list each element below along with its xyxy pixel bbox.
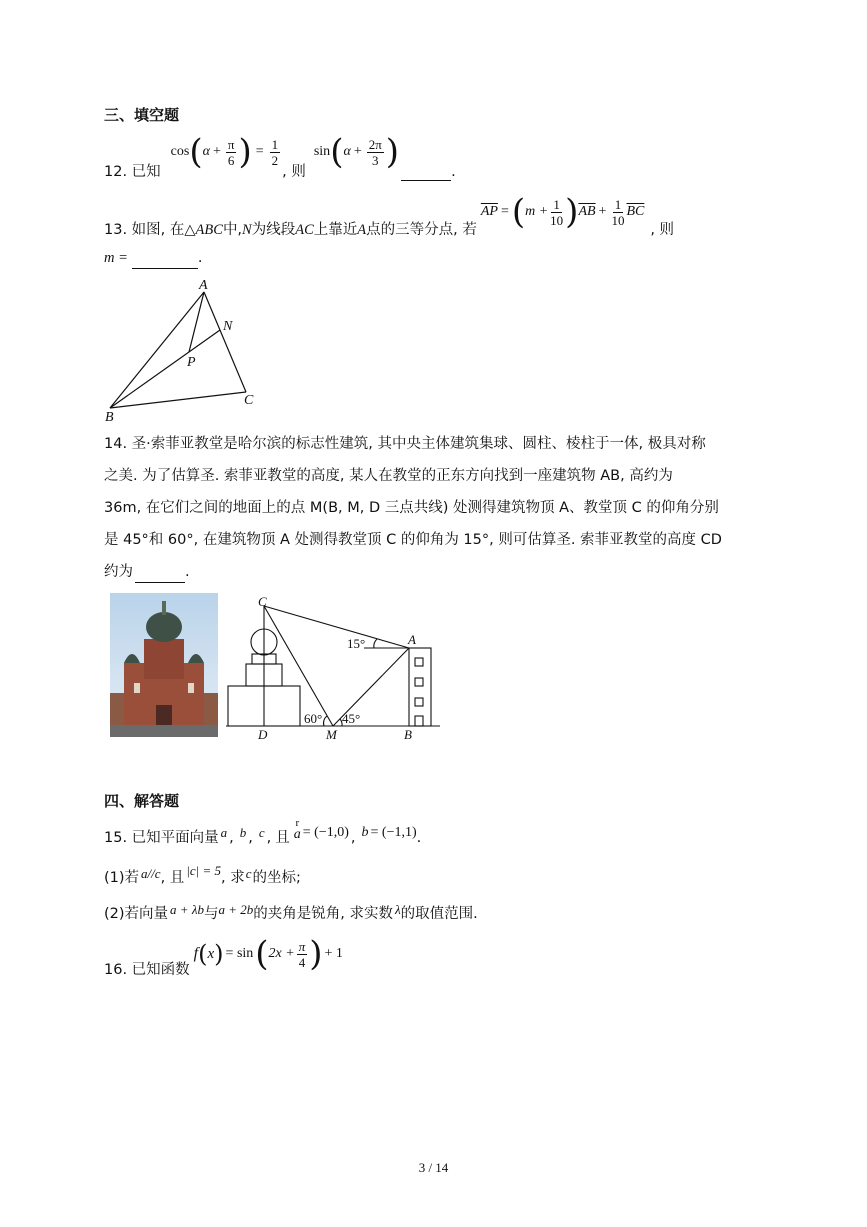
label-a: A — [199, 278, 208, 293]
q13-m-eq: m = — [104, 250, 128, 266]
q15-vec-c: c — [258, 825, 265, 840]
q13-abc: ABC — [195, 222, 223, 238]
q14-line-3: 36m, 在它们之间的地面上的点 M(B, M, D 三点共线) 处测得建筑物顶 A、教堂顶 C 的仰角分别 — [104, 500, 719, 516]
q15-p2-text-a: (2)若向量 — [104, 906, 169, 922]
q13-equals: = — [500, 204, 509, 219]
q15-p1-text-b: , 且 — [160, 870, 185, 886]
window-3 — [415, 698, 423, 706]
label-a: A — [408, 632, 416, 647]
q16-x: x — [207, 945, 215, 962]
label-c: C — [244, 393, 254, 408]
angle-60: 60° — [304, 711, 323, 726]
q16-rparen-x: ) — [214, 940, 224, 968]
q13-ac: AC — [295, 222, 314, 238]
q12-plus: + — [212, 144, 221, 159]
q13-plus: + — [598, 204, 607, 219]
page-number: 3 / 14 — [418, 1160, 449, 1175]
q13-text-5: 点的三等分点, 若 — [366, 222, 477, 238]
q13-text-2: 中, — [222, 222, 243, 238]
q15-p1-parallel: // — [147, 866, 155, 881]
q15-a-with-r — [294, 818, 301, 842]
q15-p2-lambda: λ — [394, 902, 401, 917]
window-4 — [415, 716, 423, 726]
q13-frac-2 — [611, 197, 624, 228]
label-m: M — [326, 727, 337, 742]
window-2 — [415, 678, 423, 686]
q16-plus-one: + 1 — [324, 946, 343, 961]
q13-text-3: 为线段 — [251, 222, 296, 238]
line-cm — [264, 606, 333, 726]
q13-answer-blank[interactable] — [132, 252, 198, 269]
q13-ten: 10 — [550, 212, 564, 228]
window-1 — [415, 658, 423, 666]
q15-vec-b: b — [239, 825, 247, 840]
q15-comma-3: , — [266, 830, 272, 846]
q15-vec-a: a — [220, 825, 228, 840]
q15-p2-expr-1: a + λb — [170, 902, 204, 917]
cathedral-photo — [110, 593, 218, 737]
q15-p1-text-a: (1)若 — [104, 870, 140, 886]
q16-text: 16. 已知函数 — [104, 962, 190, 978]
q15-qie: 且 — [275, 830, 290, 846]
question-13 — [104, 192, 675, 246]
q12-frac-2pi-3 — [367, 137, 384, 168]
q12-two: 2 — [271, 152, 279, 168]
q12-three: 3 — [372, 152, 379, 168]
q15-comma-1: , — [229, 830, 234, 846]
q12-equals: = — [255, 144, 264, 159]
q12-pi: π — [227, 136, 235, 152]
q12-six: 6 — [227, 152, 235, 168]
q14-line-1: 14. 圣·索菲亚教堂是哈尔滨的标志性建筑, 其中央主体建筑集球、圆柱、棱柱于一体, 极具对称 — [104, 436, 706, 452]
q15-b: b — [361, 825, 369, 840]
q13-n: N — [242, 222, 252, 238]
q12-rparen2: ) — [385, 132, 400, 172]
label-p: P — [187, 355, 196, 370]
q15-r: r — [295, 817, 300, 829]
q16-four: 4 — [298, 954, 306, 970]
q15-part-2 — [104, 898, 478, 930]
q15-p2-text-b: 与 — [203, 906, 219, 922]
q15-a-value: = (−1,0) — [302, 825, 349, 840]
line-bc — [110, 392, 246, 408]
q15-b-value: = (−1,1) — [370, 825, 417, 840]
question-14 — [104, 428, 764, 588]
q13-triangle-figure — [100, 276, 270, 424]
q16-rparen: ) — [309, 934, 323, 974]
q15-p2-expr-2: a + 2b — [218, 902, 254, 917]
q12-then: , 则 — [282, 164, 306, 180]
line-bn — [110, 330, 220, 408]
q15-comma-4: , — [350, 830, 356, 846]
label-d: D — [258, 727, 268, 742]
q14-period: . — [185, 564, 190, 580]
q15-p1-c2: c — [245, 866, 252, 881]
building-ab — [409, 648, 431, 726]
q12-period: . — [451, 164, 456, 180]
q13-frac-1 — [550, 197, 563, 228]
label-n: N — [223, 319, 233, 334]
q15-p1-abs-c: |c| = 5 — [186, 863, 221, 878]
label-b: B — [404, 727, 412, 742]
q13-text-4: 上靠近 — [313, 222, 358, 238]
q16-pi: π — [298, 938, 306, 954]
q16-eq-sin: = sin — [225, 946, 254, 961]
arc-60 — [324, 716, 327, 726]
q15-comma-2: , — [248, 830, 253, 846]
q12-sin: sin — [313, 144, 331, 159]
q16-frac-pi-4 — [297, 939, 308, 970]
q15-a: a — [293, 827, 301, 842]
q13-ten-2: 10 — [611, 212, 625, 228]
q13-one: 1 — [553, 196, 560, 212]
q12-alpha: α — [202, 144, 210, 159]
q13-vec-bc: $\overline{BC}$ — [626, 204, 645, 219]
arc-15 — [374, 639, 377, 648]
q14-line-5: 约为 — [104, 564, 133, 580]
q15-p2-text-d: 的取值范围. — [400, 906, 478, 922]
q12-two-pi: 2π — [368, 136, 382, 152]
q12-label: 12. 已知 — [104, 164, 161, 180]
q13-vec-ab: $\overline{AB}$ — [578, 204, 596, 219]
q12-lparen2: ( — [330, 132, 344, 172]
angle-15: 15° — [347, 636, 366, 651]
q13-answer-line — [104, 242, 203, 274]
q12-cos: cos — [170, 144, 190, 159]
section-title-answer: 四、解答题 — [104, 792, 180, 810]
q13-rparen: ) — [565, 192, 579, 232]
q15-p1-a: a — [141, 866, 148, 881]
question-16 — [104, 936, 343, 986]
q12-rparen: ) — [238, 132, 252, 172]
line-ca — [264, 606, 409, 648]
question-15 — [104, 817, 422, 856]
q12-frac-1-2 — [270, 137, 281, 168]
q14-diagram — [226, 592, 441, 744]
q16-f: f — [193, 945, 199, 962]
q12-answer-blank[interactable] — [401, 164, 451, 181]
q15-p1-c: c — [154, 866, 161, 881]
line-ac — [204, 292, 246, 392]
q12-frac-pi-6 — [226, 137, 237, 168]
q16-lparen: ( — [255, 934, 269, 974]
q14-line-4: 是 45°和 60°, 在建筑物顶 A 处测得教堂顶 C 的仰角为 15°, 则可估算圣. 索菲亚教堂的高度 CD — [104, 532, 722, 548]
q13-m-plus: m + — [525, 204, 549, 219]
q13-lparen: ( — [511, 192, 526, 232]
q15-text-1: 15. 已知平面向量 — [104, 830, 219, 846]
q15-p1-text-c: , 求 — [220, 870, 245, 886]
q15-p1-text-d: 的坐标; — [252, 870, 301, 886]
section-title-fill-in: 三、填空题 — [104, 106, 180, 124]
q12-alpha2: α — [343, 144, 351, 159]
q14-line-2: 之美. 为了估算圣. 索菲亚教堂的高度, 某人在教堂的正东方向找到一座建筑物 AB, 高约为 — [104, 468, 673, 484]
q12-plus2: + — [353, 144, 362, 159]
q13-vec-ap: $\overline{AP}$ — [480, 204, 498, 219]
q14-answer-blank[interactable] — [135, 566, 185, 583]
label-c: C — [258, 594, 267, 609]
q16-lparen-x: ( — [198, 940, 208, 968]
q12-one: 1 — [271, 136, 279, 152]
q15-period: . — [416, 830, 422, 846]
q13-one-2: 1 — [614, 196, 622, 212]
question-12 — [104, 132, 456, 186]
q13-then: , 则 — [650, 222, 675, 238]
label-b: B — [105, 410, 114, 424]
q13-text-1: 13. 如图, 在△ — [104, 222, 196, 238]
angle-45: 45° — [342, 711, 361, 726]
q13-period: . — [197, 250, 203, 266]
q15-p2-text-c: 的夹角是锐角, 求实数 — [253, 906, 393, 922]
q13-a: A — [357, 222, 367, 238]
q15-part-1 — [104, 862, 301, 894]
q12-lparen: ( — [189, 132, 203, 172]
q16-two-x: 2x + — [268, 946, 295, 961]
